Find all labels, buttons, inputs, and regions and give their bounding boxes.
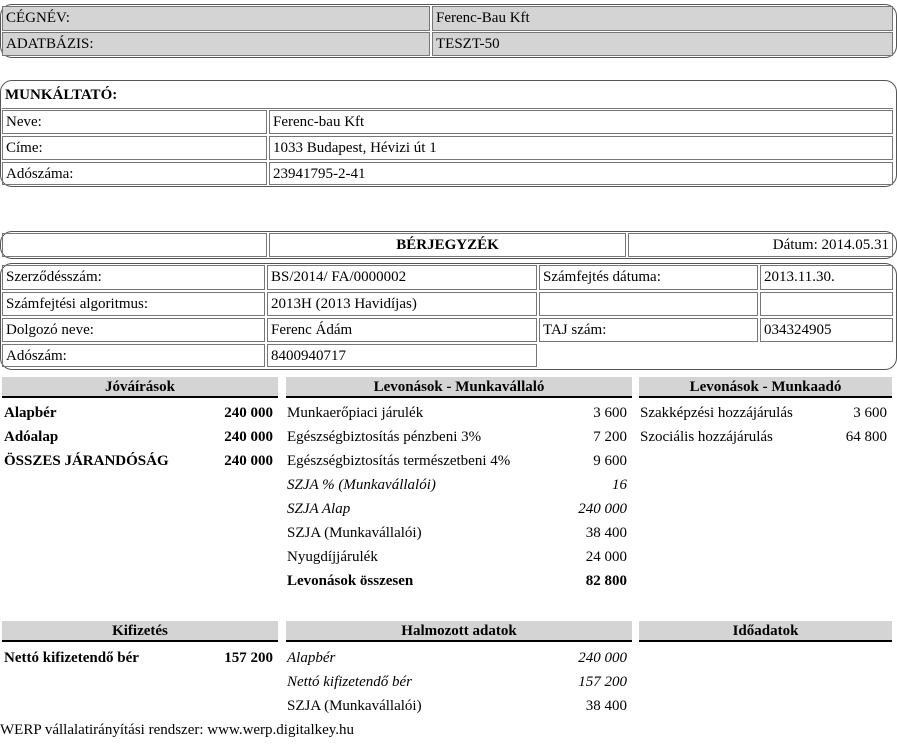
cumulative-value: 240 000 [578, 650, 627, 666]
payslip-date: Dátum: 2014.05.31 [628, 233, 893, 257]
payslip-title: BÉRJEGYZÉK [269, 233, 626, 257]
employer-box [0, 80, 897, 187]
employer-tax-label: Adószáma: [2, 162, 267, 185]
employer-tax-value: 23941795-2-41 [269, 162, 893, 185]
deduction-total-row [287, 570, 627, 592]
cumulative-row [287, 671, 627, 693]
algorithm-value: 2013H (2013 Havidíjas) [267, 292, 537, 316]
credits-header: Jóváírások [2, 377, 278, 398]
deduction-row [287, 426, 627, 448]
taj-value: 034324905 [760, 318, 893, 342]
deduction-label: Nyugdíjjárulék [287, 549, 378, 565]
employee-tax-value: 8400940717 [267, 344, 537, 367]
company-label: CÉGNÉV: [2, 6, 430, 31]
credit-row [4, 426, 273, 448]
deduction-total-label: Levonások összesen [287, 573, 414, 589]
deduction-label: Egészségbiztosítás természetbeni 4% [287, 453, 511, 469]
employer-deduction-value: 64 800 [845, 429, 887, 445]
deduction-value: 240 000 [578, 501, 627, 517]
credit-row [4, 450, 273, 472]
employee-name-value: Ferenc Ádám [267, 318, 537, 342]
empty-cell-2 [760, 292, 893, 316]
deduction-label: SZJA (Munkavállalói) [287, 525, 422, 541]
employer-name-value: Ferenc-bau Kft [269, 110, 893, 134]
cumulative-label: Nettó kifizetendő bér [287, 674, 412, 690]
company-value: Ferenc-Bau Kft [432, 6, 893, 31]
cumulative-label: Alapbér [287, 650, 336, 666]
credit-value: 240 000 [224, 453, 273, 469]
taj-label: TAJ szám: [539, 318, 758, 342]
employee-name-label: Dolgozó neve: [2, 318, 265, 342]
calc-date-label: Számfejtés dátuma: [539, 265, 758, 290]
payslip-title-box [0, 231, 897, 259]
time-data-header: Időadatok [639, 621, 892, 642]
employer-address-value: 1033 Budapest, Hévizi út 1 [269, 136, 893, 160]
employer-deduction-value: 3 600 [853, 405, 887, 421]
cumulative-header: Halmozott adatok [286, 621, 632, 642]
employer-deduction-label: Szociális hozzájárulás [640, 429, 773, 445]
deduction-value: 7 200 [593, 429, 627, 445]
payment-label: Nettó kifizetendő bér [4, 650, 139, 666]
deduction-label: Egészségbiztosítás pénzbeni 3% [287, 429, 482, 445]
deduction-row [287, 546, 627, 568]
deduction-row [287, 474, 627, 496]
deduction-label: Munkaerőpiaci járulék [287, 405, 424, 421]
employer-deductions-header: Levonások - Munkaadó [639, 377, 892, 398]
payslip-blank-cell [2, 233, 267, 257]
calc-date-value: 2013.11.30. [760, 265, 893, 290]
deduction-value: 16 [612, 477, 627, 493]
database-value: TESZT-50 [432, 32, 893, 56]
payment-header: Kifizetés [2, 621, 278, 642]
employer-name-label: Neve: [2, 110, 267, 134]
contract-value: BS/2014/ FA/0000002 [267, 265, 537, 290]
database-label: ADATBÁZIS: [2, 32, 430, 56]
payment-value: 157 200 [224, 650, 273, 666]
details-box [0, 263, 897, 370]
payment-row [4, 647, 273, 669]
footer-text: WERP vállalatirányítási rendszer: www.werp.digitalkey.hu [0, 722, 355, 738]
deduction-row [287, 450, 627, 472]
algorithm-label: Számfejtési algoritmus: [2, 292, 265, 316]
company-box [0, 4, 897, 58]
deduction-value: 9 600 [593, 453, 627, 469]
employee-deductions-header: Levonások - Munkavállaló [286, 377, 632, 398]
contract-label: Szerződésszám: [2, 265, 265, 290]
credit-row [4, 402, 273, 424]
deduction-row [287, 498, 627, 520]
deduction-label: SZJA % (Munkavállalói) [287, 477, 436, 493]
employer-title: MUNKÁLTATÓ: [2, 84, 893, 109]
deduction-value: 3 600 [593, 405, 627, 421]
deduction-value: 38 400 [585, 525, 627, 541]
cumulative-row [287, 695, 627, 717]
employer-deduction-row [640, 402, 887, 424]
employer-deduction-label: Szakképzési hozzájárulás [640, 405, 793, 421]
employer-deduction-row [640, 426, 887, 448]
credit-value: 240 000 [224, 405, 273, 421]
deduction-row [287, 402, 627, 424]
credit-value: 240 000 [224, 429, 273, 445]
employer-address-label: Címe: [2, 136, 267, 160]
employee-tax-label: Adószám: [2, 344, 265, 367]
credit-label: Alapbér [4, 405, 57, 421]
cumulative-value: 38 400 [585, 698, 627, 714]
deduction-row [287, 522, 627, 544]
deduction-label: SZJA Alap [287, 501, 351, 517]
cumulative-label: SZJA (Munkavállalói) [287, 698, 422, 714]
empty-cell-1 [539, 292, 758, 316]
cumulative-value: 157 200 [578, 674, 627, 690]
deduction-total-value: 82 800 [585, 573, 627, 589]
credit-label: ÖSSZES JÁRANDÓSÁG [4, 453, 169, 469]
deduction-value: 24 000 [585, 549, 627, 565]
cumulative-row [287, 647, 627, 669]
credit-label: Adóalap [4, 429, 59, 445]
